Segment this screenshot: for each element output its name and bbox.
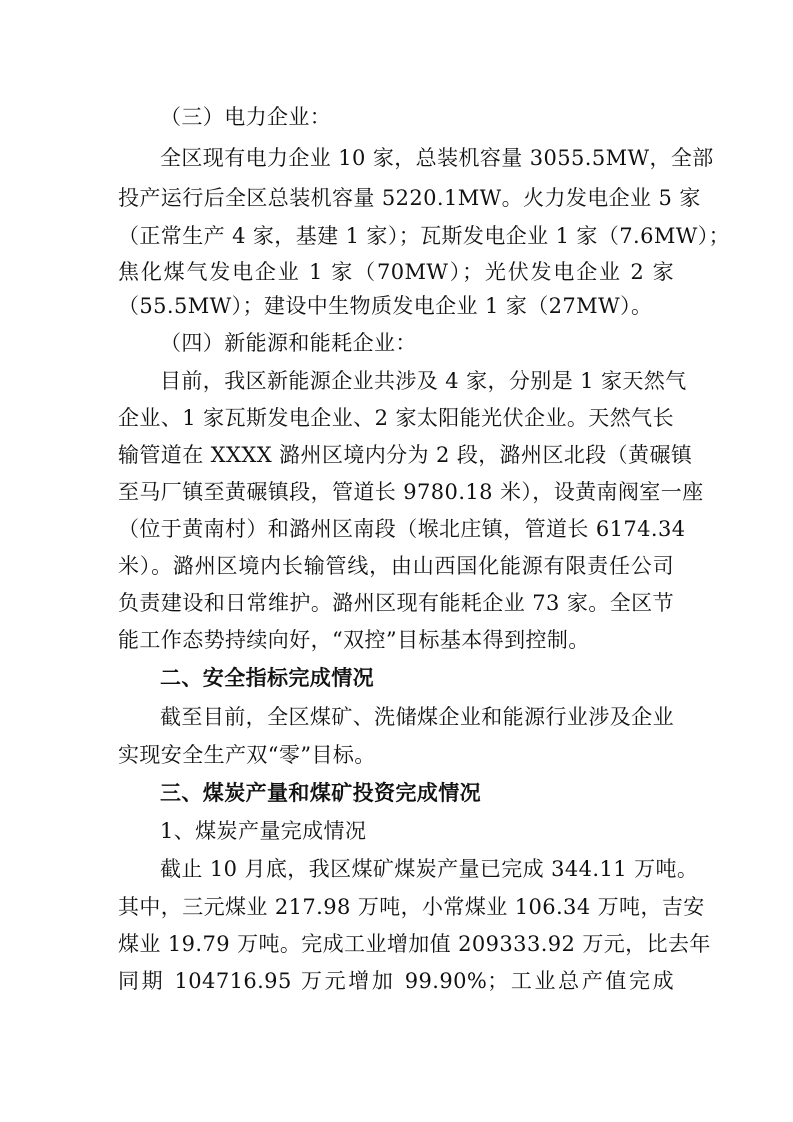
paragraph-line: 至马厂镇至黄碾镇段，管道长 9780.18 米），设黄南阀室一座 <box>118 480 704 504</box>
paragraph-line: 实现安全生产双“零”目标。 <box>118 743 376 767</box>
subheading-coal-output: 1、煤炭产量完成情况 <box>160 819 367 843</box>
heading-coal-output-investment: 三、煤炭产量和煤矿投资完成情况 <box>160 781 481 805</box>
paragraph-line: 截至目前，全区煤矿、洗储煤企业和能源行业涉及企业 <box>160 705 674 729</box>
paragraph-line: 投产运行后全区总装机容量 5220.1MW。火力发电企业 5 家 <box>118 186 701 210</box>
paragraph-line: （55.5MW）；建设中生物质发电企业 1 家（27MW）。 <box>118 294 653 318</box>
paragraph-line: 企业、1 家瓦斯发电企业、2 家太阳能光伏企业。天然气长 <box>118 406 674 430</box>
paragraph-line: 米）。潞州区境内长输管线，由山西国化能源有限责任公司 <box>118 554 674 578</box>
paragraph-line: （正常生产 4 家，基建 1 家）；瓦斯发电企业 1 家（7.6MW）； <box>118 224 731 248</box>
paragraph-line: 其中，三元煤业 217.98 万吨，小常煤业 106.34 万吨，吉安 <box>118 895 705 919</box>
paragraph-line: 截止 10 月底，我区煤矿煤炭产量已完成 344.11 万吨。 <box>160 857 699 881</box>
paragraph-line: （位于黄南村）和潞州区南段（堠北庄镇，管道长 6174.34 <box>118 517 686 541</box>
heading-safety-indicators: 二、安全指标完成情况 <box>160 666 374 690</box>
paragraph-line: 煤业 19.79 万吨。完成工业增加值 209333.92 万元，比去年 <box>118 932 711 956</box>
paragraph-line: 同期 104716.95 万元增加 99.90%；工业总产值完成 <box>118 969 674 993</box>
paragraph-line: 全区现有电力企业 10 家，总装机容量 3055.5MW，全部 <box>160 146 714 170</box>
paragraph-line: 能工作态势持续向好，“双控”目标基本得到控制。 <box>118 628 590 652</box>
section-heading-new-energy: （四）新能源和能耗企业： <box>160 331 417 355</box>
section-heading-power-enterprises: （三）电力企业： <box>160 105 332 129</box>
paragraph-line: 焦化煤气发电企业 1 家（70MW）；光伏发电企业 2 家 <box>118 260 674 284</box>
paragraph-line: 输管道在 XXXX 潞州区境内分为 2 段，潞州区北段（黄碾镇 <box>118 443 693 467</box>
paragraph-line: 目前，我区新能源企业共涉及 4 家，分别是 1 家天然气 <box>160 369 687 393</box>
paragraph-line: 负责建设和日常维护。潞州区现有能耗企业 73 家。全区节 <box>118 591 674 615</box>
